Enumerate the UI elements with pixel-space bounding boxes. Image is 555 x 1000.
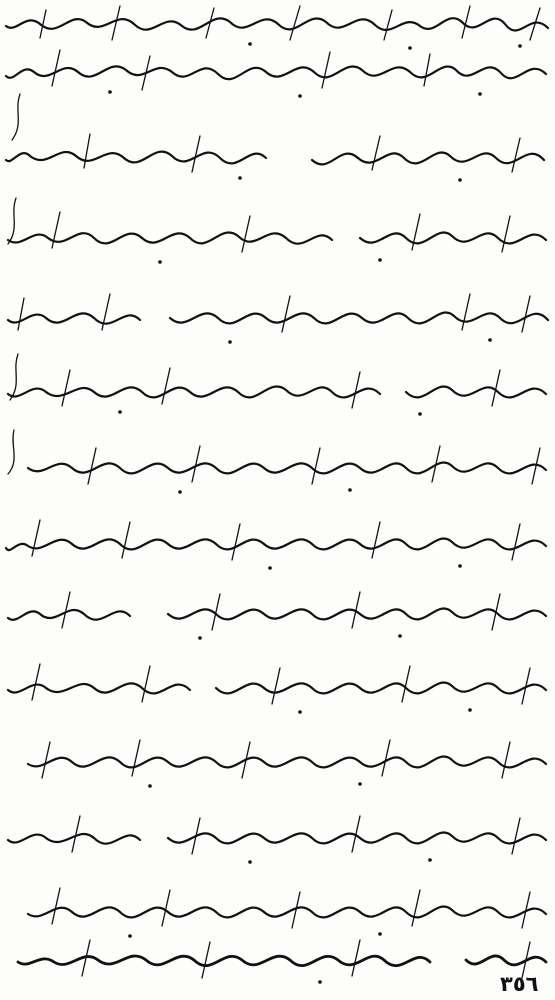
handwritten-line-4 xyxy=(8,212,546,252)
margin-notes xyxy=(8,94,20,474)
handwritten-line-1 xyxy=(6,6,548,40)
handwritten-line-8 xyxy=(6,520,546,560)
handwritten-line-10 xyxy=(8,664,546,704)
diacritic-dots xyxy=(108,42,522,984)
handwritten-line-6 xyxy=(8,368,546,408)
page-number: ٣٥٦ xyxy=(500,972,539,996)
handwritten-line-13 xyxy=(28,888,546,928)
handwritten-line-2 xyxy=(6,50,546,90)
handwritten-line-9 xyxy=(8,592,546,630)
handwritten-line-11 xyxy=(28,740,546,778)
handwritten-line-5 xyxy=(8,294,548,332)
handwritten-line-7 xyxy=(28,446,546,484)
handwritten-line-14 xyxy=(18,940,546,978)
handwritten-line-12 xyxy=(8,816,546,854)
handwritten-line-3 xyxy=(6,134,544,172)
